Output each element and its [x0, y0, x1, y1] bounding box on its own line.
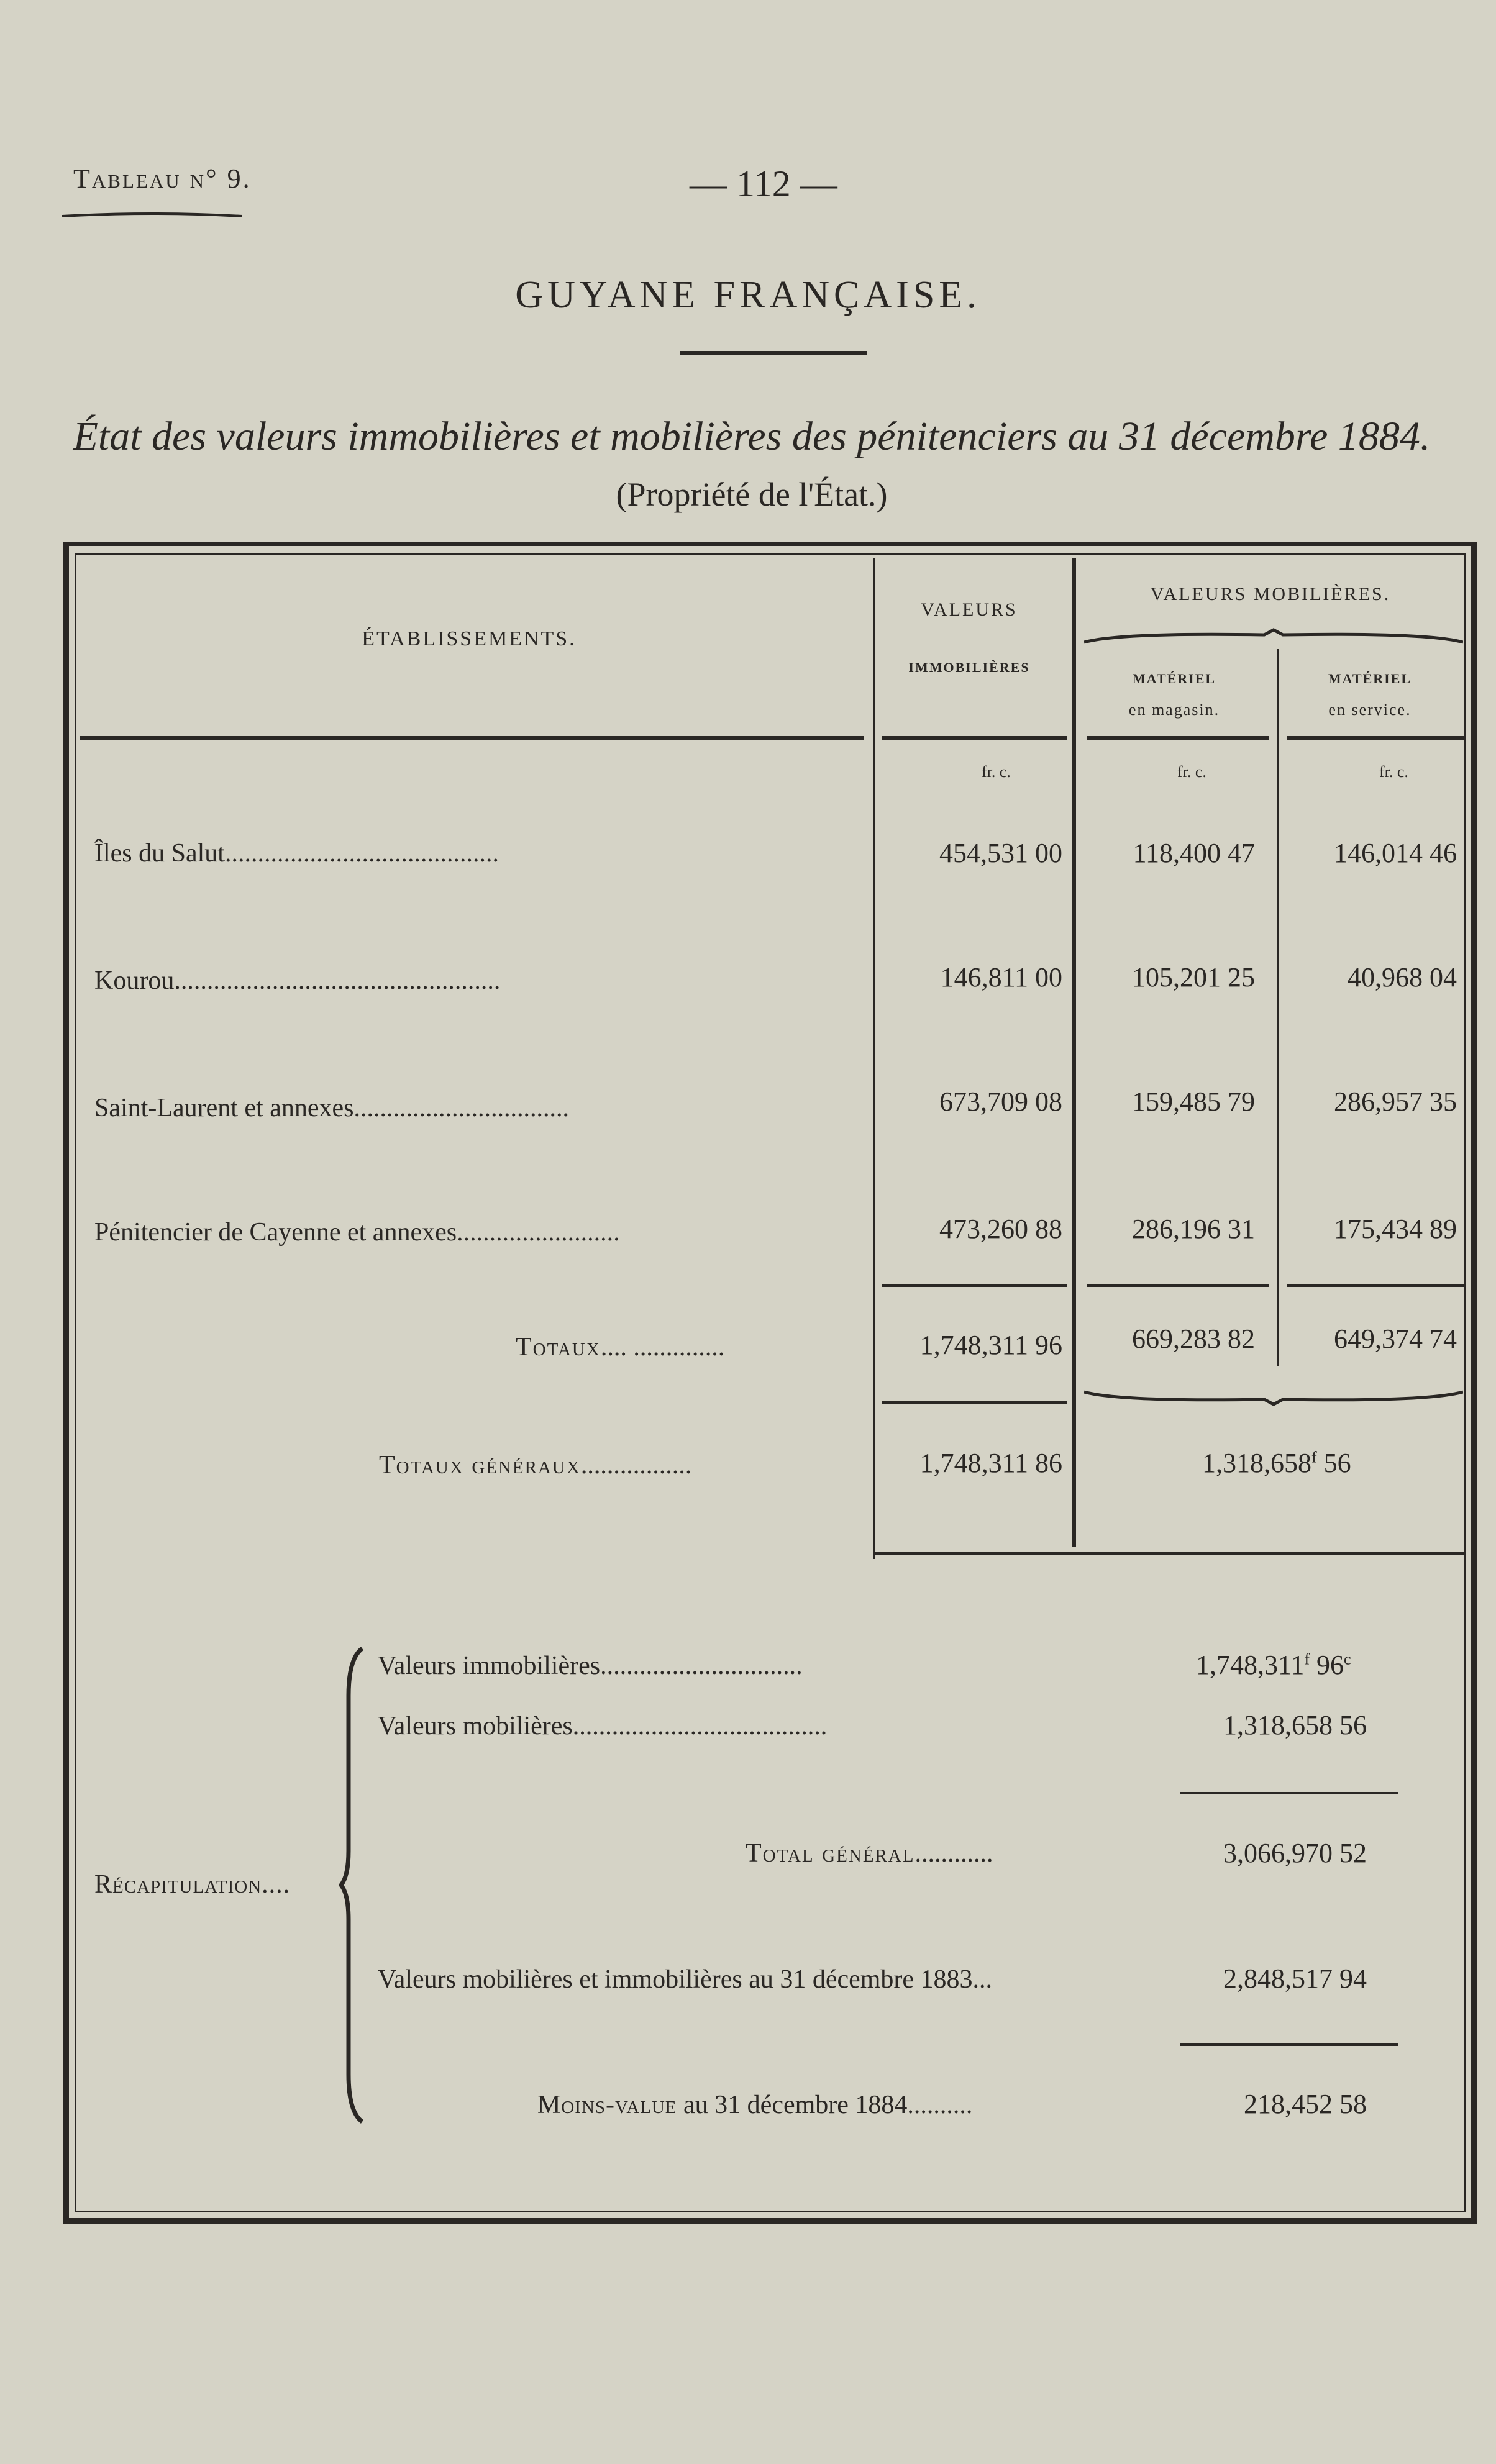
table-row-magasin: 159,485 79 — [1132, 1086, 1255, 1117]
table-number: Tableau n° 9. — [73, 163, 252, 194]
recap-rule-2 — [1180, 2043, 1398, 2046]
recap-immobilieres-label: Valeurs immobilières............................... — [378, 1652, 803, 1680]
unit-service: fr. c. — [1379, 763, 1408, 781]
table-row-magasin: 118,400 47 — [1133, 838, 1255, 868]
recap-mobilieres-value: 1,318,658 56 — [1223, 1710, 1367, 1740]
table-row-magasin: 286,196 31 — [1132, 1214, 1255, 1244]
header-rule-service — [1287, 736, 1464, 740]
unit-magasin: fr. c. — [1177, 763, 1206, 781]
brace-mobilieres — [1084, 627, 1463, 646]
totaux-service: 649,374 74 — [1334, 1324, 1457, 1354]
table-row-immo: 673,709 08 — [939, 1086, 1062, 1117]
decorative-rule — [62, 212, 242, 219]
recap-mobilieres-label: Valeurs mobilières....................................... — [378, 1712, 828, 1740]
table-row-magasin: 105,201 25 — [1132, 962, 1255, 993]
totaux-generaux-label: Totaux généraux................. — [379, 1451, 692, 1480]
col-header-valeurs: VALEURS — [921, 599, 1018, 620]
recap-brace — [339, 1646, 370, 2124]
table-row-service: 146,014 46 — [1334, 838, 1457, 868]
recap-moins-value-label: Moins-value au 31 décembre 1884.......... — [537, 2091, 973, 2119]
totaux-magasin: 669,283 82 — [1132, 1324, 1255, 1354]
page-subtitle: État des valeurs immobilières et mobilières des pénitenciers au 31 décembre 1884. — [73, 414, 1431, 459]
table-row-immo: 454,531 00 — [939, 838, 1062, 868]
table-row-label: Kourou.................................................. — [94, 966, 501, 995]
col-header-mobilieres: VALEURS MOBILIÈRES. — [1150, 584, 1391, 604]
totals-rule-service — [1287, 1284, 1464, 1287]
col-header-establishments: ÉTABLISSEMENTS. — [362, 627, 577, 650]
table-row-immo: 473,260 88 — [939, 1214, 1062, 1244]
page-title: GUYANE FRANÇAISE. — [515, 274, 981, 316]
brace-totaux-mobilieres — [1084, 1388, 1463, 1407]
page-subtitle-note: (Propriété de l'État.) — [616, 476, 888, 513]
recap-moins-value-value: 218,452 58 — [1244, 2089, 1367, 2119]
col-header-en-magasin: en magasin. — [1128, 701, 1220, 719]
table-bottom-rule — [873, 1552, 1466, 1555]
page-number: — 112 — — [690, 163, 837, 204]
table-row-service: 175,434 89 — [1334, 1214, 1457, 1244]
col-header-materiel-service: MATÉRIEL — [1328, 671, 1412, 686]
column-divider-3 — [1277, 649, 1279, 1366]
recap-rule-1 — [1180, 1792, 1398, 1794]
table-row-service: 286,957 35 — [1334, 1086, 1457, 1117]
table-row-label: Pénitencier de Cayenne et annexes......................... — [94, 1218, 620, 1247]
recap-total-value: 3,066,970 52 — [1223, 1838, 1367, 1868]
totals-rule-magasin — [1087, 1284, 1269, 1287]
recap-1883-value: 2,848,517 94 — [1223, 1963, 1367, 1994]
recap-total-label: Total général............ — [746, 1839, 993, 1868]
recap-immobilieres-value: 1,748,311$^f$ 96$^c$ — [1196, 1650, 1351, 1680]
totaux-immo: 1,748,311 96 — [919, 1330, 1062, 1360]
header-rule-immo — [882, 736, 1067, 740]
column-divider-1 — [873, 558, 875, 1559]
totaux-generaux-mob: 1,318,658$^f$ 56 — [1202, 1448, 1351, 1478]
totals-rule-immo — [882, 1284, 1067, 1287]
col-header-immobilieres: IMMOBILIÈRES — [908, 660, 1030, 675]
totaux-generaux-immo: 1,748,311 86 — [919, 1448, 1062, 1478]
header-rule-magasin — [1087, 736, 1269, 740]
table-row-label: Saint-Laurent et annexes................................. — [94, 1094, 569, 1122]
generaux-rule-immo — [882, 1401, 1067, 1404]
col-header-materiel-magasin: MATÉRIEL — [1132, 671, 1216, 686]
table-row-immo: 146,811 00 — [940, 962, 1062, 993]
header-rule-establishments — [80, 736, 864, 740]
column-divider-2 — [1072, 558, 1076, 1547]
totaux-label: Totaux.... .............. — [516, 1333, 725, 1362]
unit-immo: fr. c. — [982, 763, 1011, 781]
table-row-service: 40,968 04 — [1348, 962, 1457, 993]
table-row-label: Îles du Salut.......................................... — [94, 839, 499, 868]
col-header-en-service: en service. — [1328, 701, 1412, 719]
title-rule — [680, 351, 867, 355]
recap-1883-label: Valeurs mobilières et immobilières au 31 décembre 1883... — [378, 1965, 993, 1994]
recap-label: Récapitulation.... — [94, 1870, 291, 1899]
